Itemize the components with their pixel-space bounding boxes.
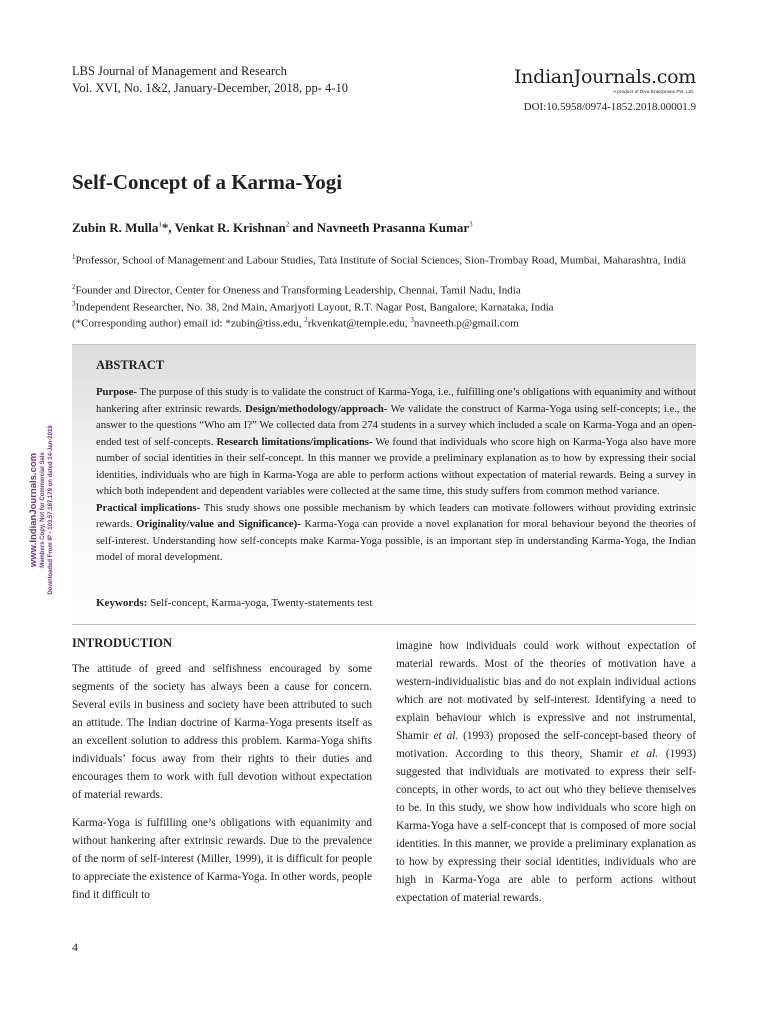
doi: DOI:10.5958/0974-1852.2018.00001.9 (523, 101, 696, 113)
abstract-heading: ABSTRACT (96, 358, 165, 372)
affiliation-sup: 2 (72, 283, 76, 291)
abstract-text: This study shows one possible mechanism by which leaders can motivate followers without providing extrinsic rewards. (96, 501, 696, 530)
author-separator: , (168, 220, 175, 235)
watermark-download: Downloaded From IP - 103.57.187.179 on dated 14-Jan-2019 (48, 425, 54, 595)
author-separator: and (289, 220, 317, 235)
affiliation-1 (72, 249, 696, 269)
author-sup: 2 (285, 220, 290, 229)
keywords (96, 597, 372, 609)
paragraph: The attitude of greed and selfishness encouraged by some segments of the society has always been a cause for concern. Several evils in business and society have been attributed to such an attitude. The Indian doctrine of Karma-Yoga presents itself as an excellent solution to address this problem. Karma-Yoga shifts individuals’ focus away from their rights to their duties and encourages them to work with full devotion without expectation of material rewards. (72, 663, 372, 801)
corresponding-email (72, 312, 696, 332)
watermark-note: Members Copy, Not for Commercial Sale (40, 452, 46, 568)
section-heading: INTRODUCTION (72, 636, 173, 650)
logo-subtext: A product of Diva Enterprises Pvt. Ltd. (612, 90, 694, 95)
affiliation-text: Independent Researcher, No. 38, 2nd Main, Amarjyoti Layout, R.T. Nagar Post, Bangalore, Karnataka, India (75, 301, 554, 314)
indianjournals-logo (513, 66, 696, 100)
abstract-label: Research limitations/implications- (216, 435, 373, 448)
abstract-text: Karma-Yoga can provide a novel explanation for moral behaviour beyond the theories of self-interest. Understanding how self-concepts make Karma-Yoga possible, is an important step in understanding Karma-Yoga, the Indian model of moral development. (96, 518, 697, 563)
watermark-site: www.IndianJournals.com (28, 452, 39, 568)
affiliation-sup: 3 (72, 300, 76, 308)
authors (72, 220, 473, 236)
affiliation-text: Founder and Director, Center for Oneness and Transforming Leadership, Chennai, Tamil Nadu, India (75, 284, 521, 297)
email-sup: 2 (304, 316, 308, 324)
right-column (396, 637, 696, 917)
abstract-label: Originality/value and Significance)- (136, 518, 301, 530)
author-name: Navneeth Prasanna Kumar (316, 220, 470, 235)
text-run: (1993) suggested that individuals are motivated to express their self-concepts, in other words, to act out who they believe themselves to be. In this study, we show how individuals who score high on Karma-Yoga have a self-concept that is composed of more social identities. In this manner, we provide a preliminary explanation as to how by expressing their social identities, individuals who are high in Karma-Yoga are able to perform actions without expectation of material rewards. (396, 748, 696, 904)
logo-text: IndianJournals.com (513, 66, 696, 88)
email-sup: 3 (410, 316, 414, 324)
affiliation-sup: 1 (72, 253, 76, 261)
abstract-label: Design/methodology/approach- (245, 402, 388, 415)
email-prefix: (*Corresponding author) email id: *zubin@tiss.edu, (72, 317, 305, 330)
author-sup: 1 (158, 220, 162, 229)
abstract-body (96, 384, 696, 566)
author-name: Venkat R. Krishnan (174, 220, 286, 235)
text-run: imagine how individuals could work without expectation of material rewards. Most of the theories of motivation have a western-individualistic bias and do not explain individual actions which are not motivated by self-interest. Identifying a need to explain behaviour which is expressive and not instrumental, Shamir (396, 640, 696, 742)
text-italic: et al. (630, 748, 659, 760)
abstract-text: We found that individuals who score high on Karma-Yoga also have more number of social identities in their self-concept. In this manner we provide a preliminary explanation as to how by expressing their social identities, individuals who are high in Karma-Yoga are able to perform actions without expectation of material rewards. Being a survey in which both independent and dependent variables were collected at the same time, this study suffers from common method variance. (96, 435, 696, 497)
abstract-label: Purpose- (96, 386, 137, 398)
journal-name: LBS Journal of Management and Research (72, 64, 287, 78)
journal-header (72, 63, 348, 97)
abstract-text: We validate the construct of Karma-Yoga using self-concepts; i.e., the answer to the questions “Who am I?” We collected data from 274 students in a survey which included a scale on Karma-Yoga and an open-ended test of self-concepts. (96, 402, 696, 448)
paragraph (396, 637, 696, 907)
abstract-label: Practical implications- (96, 501, 201, 514)
left-column (72, 660, 372, 914)
journal-volume: Vol. XVI, No. 1&2, January-December, 2018, pp- 4-10 (72, 81, 348, 95)
side-watermark (28, 400, 78, 620)
paragraph: Karma-Yoga is fulfilling one’s obligations with equanimity and without hankering after extrinsic rewards. Due to the prevalence of the norm of self-interest (Miller, 1999), it is difficult for people to appreciate the existence of Karma-Yoga. In other words, people find it difficult to (72, 817, 372, 901)
abstract-text: The purpose of this study is to validate the construct of Karma-Yoga, i.e., fulfilling one’s obligations with equanimity and without hankering after extrinsic rewards. (96, 386, 696, 415)
paper-title: Self-Concept of a Karma-Yogi (72, 170, 343, 194)
email-2: rkvenkat@temple.edu, (307, 317, 411, 330)
text-run: (1993) proposed the self-concept-based theory of motivation. According to this theory, Shamir (396, 730, 696, 760)
text-italic: et al. (433, 730, 459, 742)
email-3: navneeth.p@gmail.com (413, 317, 519, 330)
page-number: 4 (72, 940, 78, 954)
author-name: Zubin R. Mulla (72, 220, 159, 235)
abstract-box (72, 344, 696, 625)
keywords-text: Self-concept, Karma-yoga, Twenty-statements test (147, 597, 373, 609)
author-star: * (161, 220, 169, 235)
author-sup: 3 (469, 220, 473, 229)
keywords-label: Keywords: (96, 597, 148, 609)
affiliation-text: Professor, School of Management and Labour Studies, Tata Institute of Social Sciences, Sion-Trombay Road, Mumbai, Maharashtra, India (75, 254, 686, 267)
